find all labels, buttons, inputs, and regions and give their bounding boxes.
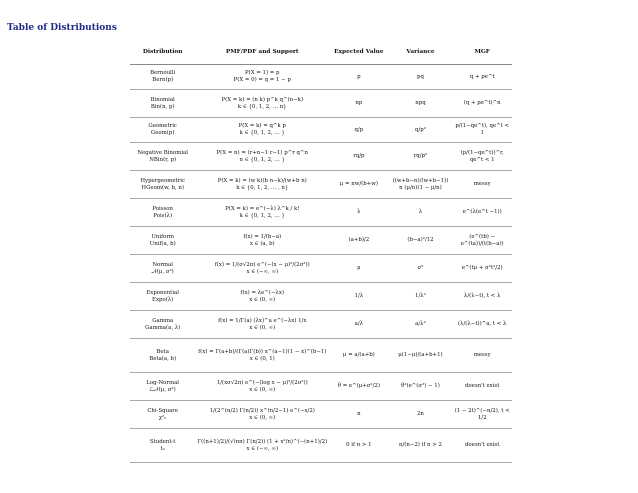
distribution-cell [130, 283, 195, 311]
distribution-cell [130, 255, 195, 283]
distribution-name: Log-Normal [146, 379, 180, 386]
variance-cell: θ²(e^(σ²) − 1) [389, 373, 453, 401]
pmf-formula: f(x) = Γ(a+b)/(Γ(a)Γ(b)) x^(a−1)(1 − x)^(b−1) [198, 348, 327, 355]
support-text: x ∈ (0, ∞) [249, 324, 276, 331]
distribution-notation: NBin(r, p) [149, 156, 177, 163]
support-text: n ∈ {0, 1, 2, … } [239, 156, 285, 163]
distribution-cell [130, 429, 195, 463]
expected-value-cell: p [329, 65, 388, 90]
expected-value-cell: 1/λ [329, 283, 388, 311]
variance-cell: pq [389, 65, 453, 90]
mgf-cell: (λ/(λ−t))^a, t < λ [452, 311, 512, 339]
mgf-cell: e^(λ(e^t −1)) [452, 199, 512, 227]
distribution-cell [130, 373, 195, 401]
support-text: x ∈ (a, b) [249, 240, 275, 247]
header-distribution: Distribution [130, 42, 195, 65]
expected-value-cell: μ = a/(a+b) [329, 339, 388, 373]
table-row [130, 143, 512, 171]
variance-cell: (b−a)²/12 [389, 227, 453, 255]
pmf-cell [195, 90, 329, 118]
mgf-cell: (p/(1−qe^t))^r, qe^t < 1 [452, 143, 512, 171]
variance-cell: λ [389, 199, 453, 227]
distribution-notation: Geom(p) [150, 130, 175, 136]
mgf-cell: messy [452, 339, 512, 373]
distribution-notation: Pois(λ) [153, 212, 173, 219]
distribution-cell [130, 401, 195, 429]
pmf-cell [195, 311, 329, 339]
table-row [130, 283, 512, 311]
mgf-cell: (e^(tb) − e^(ta))/(t(b−a)) [452, 227, 512, 255]
table-row [130, 339, 512, 373]
pmf-formula: f(x) = λe^(−λx) [240, 289, 284, 296]
pmf-cell [195, 171, 329, 199]
expected-value-cell: θ = e^(μ+σ²/2) [329, 373, 388, 401]
distribution-notation: Expo(λ) [152, 296, 174, 303]
header-mgf: MGF [452, 42, 512, 65]
table-row [130, 255, 512, 283]
distribution-cell [130, 65, 195, 90]
pmf-cell [195, 65, 329, 90]
pmf-formula: P(X = 1) = p [245, 70, 280, 77]
distribution-name: Hypergeometric [140, 177, 185, 184]
pmf-formula: 1/(xσ√2π) e^(−(log x − μ)²/(2σ²)) [216, 379, 308, 386]
table-row [130, 90, 512, 118]
pmf-formula: Γ((n+1)/2)/(√(nπ) Γ(n/2)) (1 + x²/n)^(−(n+1)/2) [197, 438, 328, 445]
distribution-notation: tₙ [160, 445, 165, 452]
header-pmf-pdf: PMF/PDF and Support [195, 42, 329, 65]
mgf-cell: (q + pe^t)^n [452, 90, 512, 118]
variance-cell: a/λ² [389, 311, 453, 339]
distribution-name: Uniform [151, 233, 175, 240]
support-text: x ∈ (0, 1) [249, 355, 275, 362]
distribution-notation: ℒ𝒩(μ, σ²) [149, 386, 176, 393]
distribution-cell [130, 118, 195, 143]
expected-value-cell: μ [329, 255, 388, 283]
table-row [130, 171, 512, 199]
pmf-formula: 1/(2^(n/2) Γ(n/2)) x^(n/2−1) e^(−x/2) [209, 407, 315, 414]
variance-cell: ((w+b−n)/(w+b−1)) n (μ/n)(1 − μ/n) [389, 171, 453, 199]
mgf-cell: p/(1−qe^t), qe^t < 1 [452, 118, 512, 143]
page-title: Table of Distributions [7, 23, 117, 33]
distribution-name: Gamma [152, 317, 174, 324]
expected-value-cell: λ [329, 199, 388, 227]
mgf-cell: λ/(λ−t), t < λ [452, 283, 512, 311]
support-text: x ∈ (−∞, ∞) [246, 445, 279, 452]
distribution-cell [130, 227, 195, 255]
distribution-name: Geometric [148, 123, 177, 130]
distribution-name: Negative Binomial [137, 149, 188, 156]
distribution-name: Binomial [150, 96, 175, 103]
pmf-cell [195, 339, 329, 373]
distribution-cell [130, 311, 195, 339]
mgf-cell: doesn't exist [452, 373, 512, 401]
expected-value-cell: n [329, 401, 388, 429]
support-text: k ∈ {0, 1, 2, … } [239, 130, 285, 136]
mgf-cell: doesn't exist [452, 429, 512, 463]
pmf-formula: f(x) = 1/(σ√2π) e^(−(x − μ)²/(2σ²)) [214, 261, 310, 268]
mgf-cell: messy [452, 171, 512, 199]
variance-cell: q/p² [389, 118, 453, 143]
table-row [130, 311, 512, 339]
table-row [130, 199, 512, 227]
pmf-cell [195, 143, 329, 171]
mgf-cell: (1 − 2t)^(−n/2), t < 1/2 [452, 401, 512, 429]
distribution-notation: HGeom(w, b, n) [141, 184, 184, 191]
distribution-cell [130, 143, 195, 171]
distribution-cell [130, 171, 195, 199]
distribution-notation: χ²ₙ [158, 414, 167, 421]
pmf-formula: f(x) = 1/Γ(a) (λx)^a e^(−λx) 1/x [218, 317, 307, 324]
expected-value-cell: q/p [329, 118, 388, 143]
distribution-cell [130, 90, 195, 118]
distribution-name: Exponential [146, 289, 179, 296]
expected-value-cell: rq/p [329, 143, 388, 171]
support-text: x ∈ (−∞, ∞) [246, 268, 279, 275]
expected-value-cell: a/λ [329, 311, 388, 339]
support-text: x ∈ (0, ∞) [249, 296, 276, 303]
distribution-notation: Bern(p) [152, 77, 174, 83]
pmf-formula: P(X = k) = q^k p [238, 123, 286, 130]
mgf-cell: e^(tμ + σ²t²/2) [452, 255, 512, 283]
pmf-formula: P(X = k) = (w k)(b n−k)/(w+b n) [217, 177, 307, 184]
distribution-notation: 𝒩(μ, σ²) [151, 268, 174, 275]
distribution-name: Normal [152, 261, 173, 268]
variance-cell: 2n [389, 401, 453, 429]
table-row [130, 429, 512, 463]
distribution-name: Student-t [149, 438, 176, 445]
expected-value-cell: (a+b)/2 [329, 227, 388, 255]
variance-cell: rq/p² [389, 143, 453, 171]
support-text: k ∈ {0, 1, 2, … } [239, 212, 285, 219]
distribution-notation: Beta(a, b) [149, 355, 177, 362]
pmf-cell [195, 118, 329, 143]
pmf-cell [195, 373, 329, 401]
distribution-name: Bernoulli [150, 70, 176, 77]
distributions-table [130, 42, 512, 463]
support-text: k ∈ {0, 1, 2, … n} [237, 103, 287, 110]
pmf-cell [195, 227, 329, 255]
variance-cell: 1/λ² [389, 283, 453, 311]
pmf-cell [195, 255, 329, 283]
support-text: P(X = 0) = q = 1 − p [233, 77, 291, 83]
support-text: k ∈ {0, 1, 2, … , n} [236, 184, 289, 191]
variance-cell: npq [389, 90, 453, 118]
variance-cell: σ² [389, 255, 453, 283]
table-row [130, 227, 512, 255]
pmf-cell [195, 401, 329, 429]
mgf-cell: q + pe^t [452, 65, 512, 90]
pmf-cell [195, 283, 329, 311]
variance-cell: n/(n−2) if n > 2 [389, 429, 453, 463]
pmf-formula: P(X = n) = (r+n−1 r−1) p^r q^n [216, 149, 308, 156]
table-row [130, 65, 512, 90]
pmf-formula: P(X = k) = e^(−λ) λ^k / k! [225, 205, 300, 212]
distribution-cell [130, 339, 195, 373]
distribution-name: Chi-Square [147, 407, 179, 414]
table-header-row [130, 42, 512, 65]
expected-value-cell: μ = nw/(b+w) [329, 171, 388, 199]
distribution-notation: Unif(a, b) [149, 240, 176, 247]
expected-value-cell: np [329, 90, 388, 118]
distribution-name: Beta [156, 348, 169, 355]
pmf-formula: P(X = k) = (n k) p^k q^(n−k) [221, 96, 304, 103]
support-text: x ∈ (0, ∞) [249, 386, 276, 393]
header-variance: Variance [389, 42, 453, 65]
variance-cell: μ(1−μ)/(a+b+1) [389, 339, 453, 373]
table-row [130, 373, 512, 401]
distribution-notation: Bin(n, p) [150, 103, 175, 110]
distribution-notation: Gamma(a, λ) [145, 324, 181, 331]
table-row [130, 118, 512, 143]
pmf-formula: f(x) = 1/(b−a) [243, 233, 282, 240]
table-row [130, 401, 512, 429]
header-expected-value: Expected Value [329, 42, 388, 65]
pmf-cell [195, 429, 329, 463]
pmf-cell [195, 199, 329, 227]
support-text: x ∈ (0, ∞) [249, 414, 276, 421]
distribution-cell [130, 199, 195, 227]
distribution-name: Poisson [152, 205, 173, 212]
expected-value-cell: 0 if n > 1 [329, 429, 388, 463]
